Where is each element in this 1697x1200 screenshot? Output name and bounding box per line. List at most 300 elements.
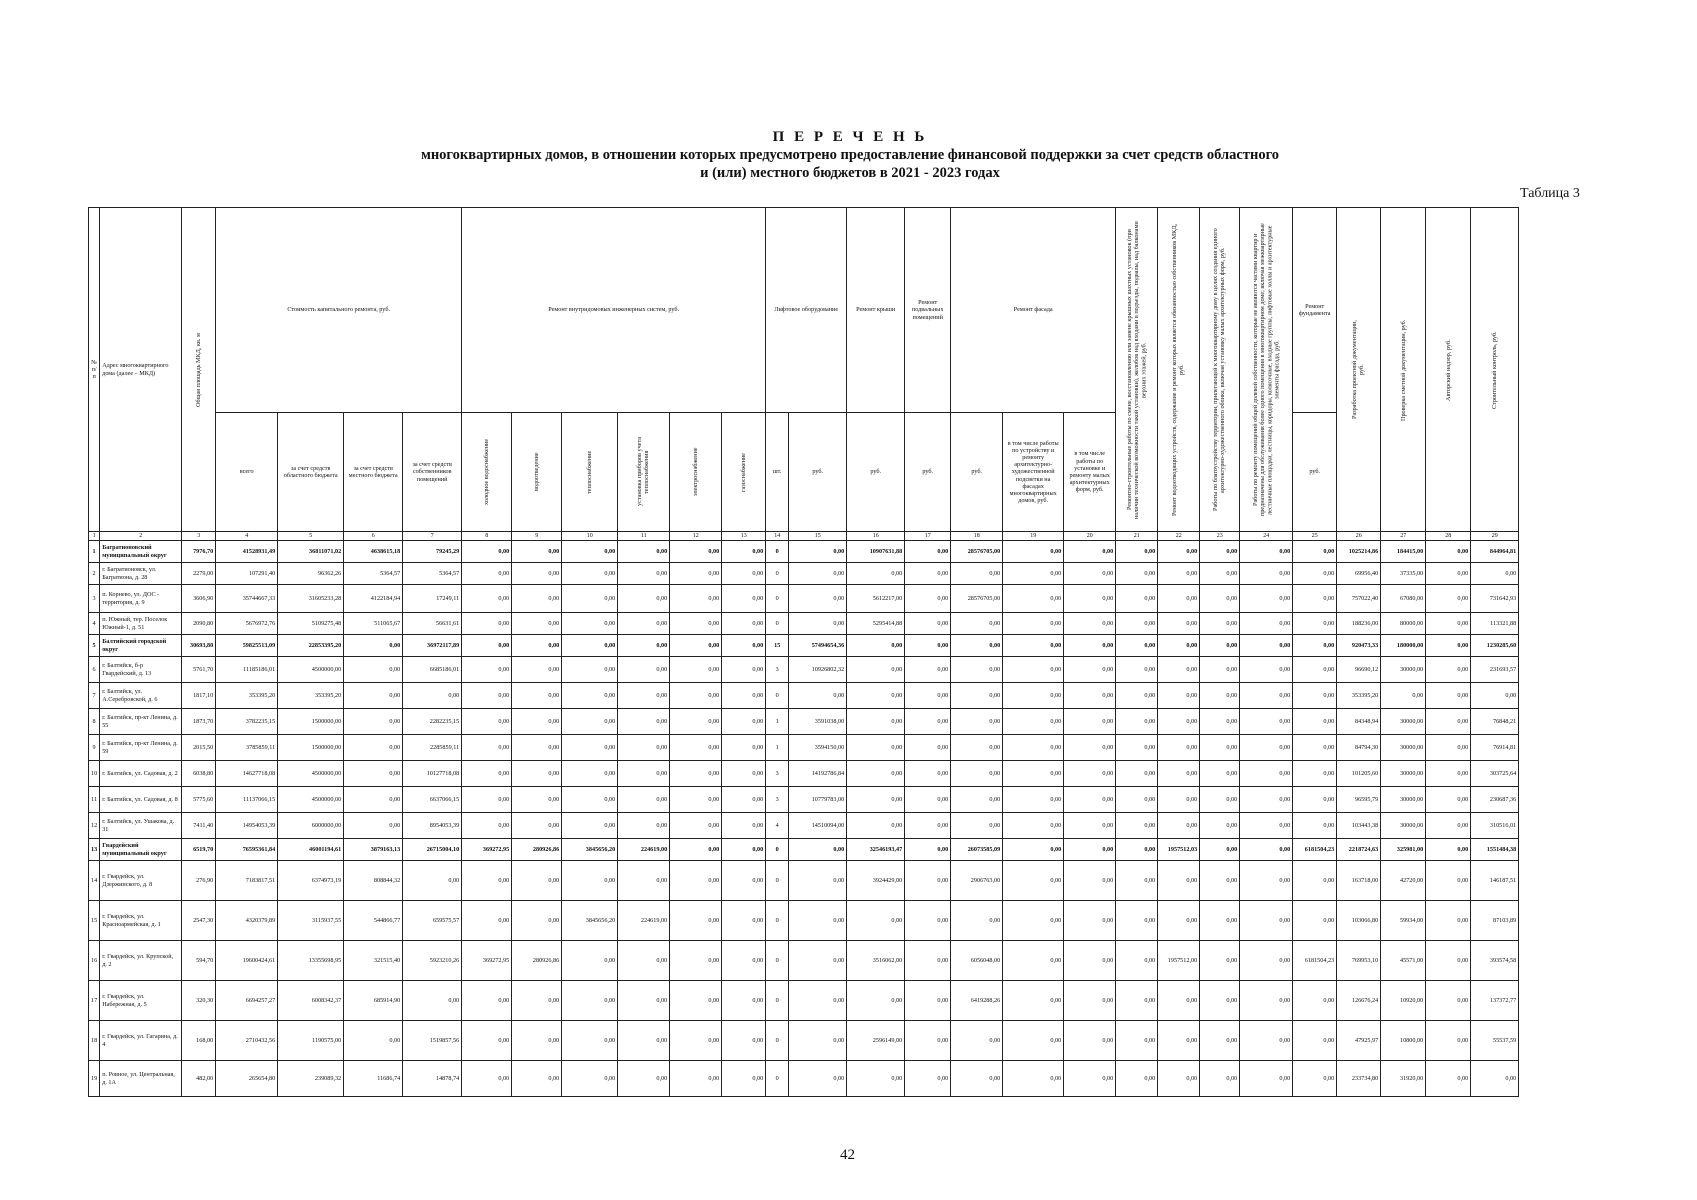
row-value: 0,00 [344,657,403,683]
column-number: 7 [403,532,462,541]
row-value: 0,00 [905,683,951,709]
col-header-lift-pcs: шт. [766,413,789,532]
row-value: 0,00 [1158,735,1200,761]
row-value: 0 [766,541,789,563]
row-address: г. Багратионовск, ул. Багратиона, д. 28 [100,563,182,585]
row-value: 353395,20 [278,683,344,709]
row-value: 0,00 [344,813,403,839]
row-value: 0,00 [618,635,670,657]
row-address: г. Балтийск, ул. А.Серебровской, д. 6 [100,683,182,709]
row-value: 0,00 [722,839,766,861]
row-value: 17249,11 [403,585,462,613]
row-value: 0,00 [1293,585,1337,613]
row-value: 0,00 [722,683,766,709]
row-value: 67080,00 [1381,585,1426,613]
row-value: 0,00 [1003,563,1064,585]
row-value: 0,00 [512,861,562,901]
row-value: 0,00 [1158,787,1200,813]
row-value: 0,00 [951,635,1003,657]
row-value: 0,00 [951,901,1003,941]
row-value: 0,00 [1426,657,1471,683]
row-value: 10779783,00 [789,787,847,813]
row-address: г. Гвардейск, ул. Дзержинского, д. 8 [100,861,182,901]
row-value: 6694257,27 [216,981,278,1021]
row-value: 28576705,00 [951,541,1003,563]
row-value: 0,00 [1158,613,1200,635]
row-value: 0,00 [462,861,512,901]
row-value: 0,00 [905,635,951,657]
row-value: 276,90 [182,861,216,901]
row-value: 0,00 [512,787,562,813]
row-value: 0,00 [1240,813,1293,839]
row-value: 0,00 [789,613,847,635]
row-value: 0,00 [512,1021,562,1061]
col-header-27-label: Проверка сметной документации, руб. [1399,318,1407,421]
row-value: 0,00 [1293,541,1337,563]
row-value: 233734,80 [1337,1061,1381,1097]
document-subtitle-line-1: многоквартирных домов, в отношении которых предусмотрено предоставление финансовой поддержки за счет средств областного [420,147,1280,163]
row-value: 0,00 [1064,941,1116,981]
col-header-area [182,208,216,532]
row-number: 6 [89,657,100,683]
row-value: 14192786,84 [789,761,847,787]
row-value: 1551484,38 [1471,839,1519,861]
row-value: 0,00 [512,683,562,709]
row-value: 107291,40 [216,563,278,585]
row-value: 0,00 [1158,901,1200,941]
row-value: 0,00 [670,563,722,585]
row-value: 0,00 [1293,861,1337,901]
row-value: 6181504,23 [1293,839,1337,861]
col-header-lift-group: Лифтовое оборудование [766,208,847,413]
row-value: 0,00 [847,1061,905,1097]
row-value: 0,00 [951,787,1003,813]
row-value: 2090,80 [182,613,216,635]
row-value: 84348,94 [1337,709,1381,735]
row-value: 0,00 [462,635,512,657]
row-value: 0,00 [512,657,562,683]
row-value: 0,00 [905,787,951,813]
row-value: 0,00 [1293,1021,1337,1061]
row-value: 0,00 [722,735,766,761]
row-value: 8954053,39 [403,813,462,839]
row-value: 0,00 [1240,1061,1293,1097]
row-value: 0,00 [670,941,722,981]
row-value: 0,00 [512,735,562,761]
row-value: 0,00 [951,657,1003,683]
row-value: 6038,80 [182,761,216,787]
column-number: 23 [1200,532,1240,541]
row-value: 0,00 [670,657,722,683]
row-value: 0,00 [1200,981,1240,1021]
row-value: 26715004,10 [403,839,462,861]
row-value: 0,00 [951,563,1003,585]
row-value: 0,00 [1064,735,1116,761]
row-value: 0 [766,563,789,585]
row-value: 0 [766,941,789,981]
row-value: 0,00 [1064,1061,1116,1097]
row-number: 3 [89,585,100,613]
row-value: 0,00 [722,635,766,657]
col-header-gas-label: газоснабжение [740,452,748,492]
row-value: 26073585,09 [951,839,1003,861]
row-value: 76595361,84 [216,839,278,861]
row-value: 3845656,20 [562,839,618,861]
table-row [89,613,1519,635]
row-value: 0,00 [722,1061,766,1097]
row-value: 0,00 [562,787,618,813]
col-header-heating [562,413,618,532]
row-value: 0,00 [951,813,1003,839]
row-value: 320,30 [182,981,216,1021]
row-value: 45571,00 [1381,941,1426,981]
row-value: 30693,80 [182,635,216,657]
row-value: 126676,24 [1337,981,1381,1021]
row-value: 0,00 [1426,635,1471,657]
row-value: 0,00 [1240,1021,1293,1061]
row-value: 42720,00 [1381,861,1426,901]
row-value: 0,00 [1426,541,1471,563]
row-value: 0,00 [789,1021,847,1061]
row-value: 0,00 [512,613,562,635]
row-value: 0,00 [847,787,905,813]
row-value: 0,00 [789,861,847,901]
row-value: 0,00 [670,761,722,787]
row-value: 0,00 [905,1061,951,1097]
column-number: 20 [1064,532,1116,541]
row-value: 0,00 [562,861,618,901]
col-header-cost-group: Стоимость капитального ремонта, руб. [216,208,462,413]
column-number: 6 [344,532,403,541]
row-value: 4 [766,813,789,839]
row-value: 0,00 [670,981,722,1021]
row-value: 0,00 [722,901,766,941]
row-value: 0,00 [1200,1061,1240,1097]
row-value: 2906763,00 [951,861,1003,901]
col-header-cost-local: за счет средств местного бюджета [344,413,403,532]
row-value: 10907631,88 [847,541,905,563]
row-value: 0,00 [462,813,512,839]
row-value: 0,00 [1158,1061,1200,1097]
col-header-23 [1200,208,1240,532]
row-value: 808844,32 [344,861,403,901]
row-value: 2279,00 [182,563,216,585]
row-value: 0,00 [1064,787,1116,813]
row-value: 303725,64 [1471,761,1519,787]
row-value: 0,00 [462,613,512,635]
row-value: 0,00 [1293,683,1337,709]
row-value: 0,00 [512,635,562,657]
col-header-24-label: Работы по ремонту помещений общей долевой собственности, которые не являются частями квартир и предназначены для обслуживания более одного помещения в многоквартирном доме; включая межквартирные лестничные площадки, лестницы, коридоры, колясочные, входные группы, лифтовые холлы и архитектурные элементы фасада, руб. [1251,223,1281,516]
column-number: 24 [1240,532,1293,541]
row-value: 0,00 [562,683,618,709]
row-value: 0,00 [462,981,512,1021]
row-value: 146187,51 [1471,861,1519,901]
col-header-basement-group: Ремонт подвальных помещений [905,208,951,413]
col-header-21 [1116,208,1158,532]
row-value: 0,00 [789,1061,847,1097]
row-value: 0,00 [344,635,403,657]
row-value: 0,00 [1158,1021,1200,1061]
row-value: 321515,40 [344,941,403,981]
row-value: 0,00 [1064,761,1116,787]
row-value: 0,00 [905,1021,951,1061]
row-value: 0,00 [722,861,766,901]
row-value: 1873,70 [182,709,216,735]
row-value: 0,00 [1240,901,1293,941]
row-value: 280926,86 [512,839,562,861]
row-value: 0,00 [1471,683,1519,709]
row-value: 0,00 [1003,1021,1064,1061]
row-value: 0,00 [1426,1021,1471,1061]
row-number: 2 [89,563,100,585]
row-value: 0,00 [512,981,562,1021]
table-row-subtotal [89,541,1519,563]
row-value: 0,00 [722,613,766,635]
row-value: 0,00 [562,613,618,635]
row-value: 0,00 [670,1061,722,1097]
row-value: 0,00 [905,941,951,981]
row-value: 79245,29 [403,541,462,563]
row-address: Гвардейский муниципальный округ [100,839,182,861]
row-value: 0,00 [618,709,670,735]
row-value: 55537,59 [1471,1021,1519,1061]
row-number: 18 [89,1021,100,1061]
row-value: 0,00 [847,563,905,585]
col-header-22-label: Ремонт водоотводящих устройств, содержание и ремонт которых является обязанностью собственников МКД, руб. [1171,223,1186,516]
row-value: 0,00 [1116,541,1158,563]
row-value: 6374973,19 [278,861,344,901]
row-value: 0,00 [1200,839,1240,861]
row-value: 3115937,55 [278,901,344,941]
row-value: 0,00 [403,683,462,709]
row-value: 47925,97 [1337,1021,1381,1061]
row-value: 0 [766,981,789,1021]
row-value: 0,00 [1200,683,1240,709]
row-value: 0,00 [847,981,905,1021]
row-value: 0 [766,683,789,709]
row-value: 0,00 [344,761,403,787]
row-value: 30000,00 [1381,761,1426,787]
row-value: 353395,20 [1337,683,1381,709]
row-value: 0,00 [1426,563,1471,585]
row-value: 0,00 [1426,585,1471,613]
column-number: 26 [1337,532,1381,541]
row-value: 56631,61 [403,613,462,635]
row-value: 0,00 [1381,683,1426,709]
row-value: 1817,10 [182,683,216,709]
row-value: 0,00 [1003,941,1064,981]
row-number: 19 [89,1061,100,1097]
row-value: 0,00 [403,861,462,901]
row-value: 5364,57 [403,563,462,585]
col-header-cold-water [462,413,512,532]
row-value: 0,00 [344,787,403,813]
row-value: 5364,57 [344,563,403,585]
row-value: 14878,74 [403,1061,462,1097]
row-value: 0,00 [1240,541,1293,563]
row-value: 731642,93 [1471,585,1519,613]
col-header-electric-label: электроснабжение [692,447,700,497]
row-address: г. Балтийск, ул. Садовая, д. 8 [100,787,182,813]
row-value: 769953,10 [1337,941,1381,981]
row-value: 0,00 [951,1021,1003,1061]
col-header-facade-group: Ремонт фасада [951,208,1116,413]
row-value: 0,00 [1158,635,1200,657]
row-value: 0,00 [1426,761,1471,787]
col-header-address: Адрес многоквартирного дома (далее – МКД) [100,208,182,532]
row-value: 0,00 [1116,657,1158,683]
row-value: 30000,00 [1381,657,1426,683]
row-value: 0,00 [1116,861,1158,901]
row-address: г. Балтийск, пр-кт Ленина, д. 59 [100,735,182,761]
row-value: 0,00 [847,813,905,839]
row-value: 0,00 [847,657,905,683]
row-value: 0,00 [403,981,462,1021]
row-value: 0,00 [618,683,670,709]
row-value: 14954053,39 [216,813,278,839]
row-number: 13 [89,839,100,861]
row-value: 96362,26 [278,563,344,585]
row-value: 0,00 [1003,613,1064,635]
row-value: 0,00 [670,683,722,709]
row-value: 0,00 [722,1021,766,1061]
row-value: 10926802,32 [789,657,847,683]
row-value: 0,00 [905,813,951,839]
col-header-26 [1337,208,1381,532]
row-value: 0,00 [618,613,670,635]
row-value: 0,00 [670,635,722,657]
row-value: 36972117,89 [403,635,462,657]
row-value: 0,00 [722,981,766,1021]
row-value: 0,00 [1200,635,1240,657]
row-value: 0,00 [1116,901,1158,941]
row-value: 0,00 [618,657,670,683]
row-value: 0,00 [1240,635,1293,657]
row-value: 0,00 [1293,709,1337,735]
row-value: 0,00 [562,657,618,683]
row-value: 0,00 [1426,613,1471,635]
row-value: 30000,00 [1381,813,1426,839]
row-value: 2285859,11 [403,735,462,761]
row-value: 0,00 [789,839,847,861]
row-value: 6008342,37 [278,981,344,1021]
row-value: 11137066,15 [216,787,278,813]
row-address: г. Гвардейск, ул. Гагарина, д. 4 [100,1021,182,1061]
row-value: 0,00 [344,1021,403,1061]
row-value: 0,00 [1064,981,1116,1021]
row-value: 265654,80 [216,1061,278,1097]
row-value: 0,00 [1116,709,1158,735]
row-value: 0,00 [722,541,766,563]
row-value: 0,00 [670,1021,722,1061]
col-header-meters-label: установка приборов учета теплоснабжения [636,437,651,507]
row-value: 0,00 [1293,787,1337,813]
row-address: г. Балтийск, б-р Гвардейский, д. 13 [100,657,182,683]
column-number: 17 [905,532,951,541]
row-value: 0,00 [1003,635,1064,657]
row-value: 0,00 [1003,839,1064,861]
col-header-facade-small: в том числе работы по установке и ремонту малых архитектурных форм, руб. [1064,413,1116,532]
row-value: 0,00 [1116,563,1158,585]
row-value: 5295414,88 [847,613,905,635]
row-value: 0,00 [951,761,1003,787]
table-row [89,901,1519,941]
row-value: 103066,80 [1337,901,1381,941]
row-value: 310516,01 [1471,813,1519,839]
row-value: 5109275,48 [278,613,344,635]
column-number: 29 [1471,532,1519,541]
row-value: 0,00 [562,1061,618,1097]
col-header-28-label: Авторский надзор, руб. [1444,338,1452,401]
table-row [89,941,1519,981]
table-row [89,761,1519,787]
row-value: 0,00 [512,709,562,735]
row-value: 0,00 [670,735,722,761]
row-value: 0,00 [1003,1061,1064,1097]
row-value: 353395,20 [216,683,278,709]
row-value: 0,00 [1158,657,1200,683]
row-value: 0,00 [1426,981,1471,1021]
row-value: 0,00 [722,787,766,813]
row-value: 0,00 [1116,813,1158,839]
table-row [89,709,1519,735]
row-value: 0,00 [789,981,847,1021]
row-value: 0,00 [1200,1021,1240,1061]
col-header-cost-owners: за счет средств собственников помещений [403,413,462,532]
row-value: 0 [766,861,789,901]
row-value: 0,00 [1240,861,1293,901]
row-value: 3785859,11 [216,735,278,761]
row-value: 482,00 [182,1061,216,1097]
row-value: 0,00 [1158,709,1200,735]
row-value: 0,00 [1200,787,1240,813]
col-header-area-label: Общая площадь МКД, кв. м [195,332,203,407]
row-value: 0,00 [1064,839,1116,861]
row-value: 0,00 [1003,861,1064,901]
row-value: 0,00 [1293,735,1337,761]
row-value: 0,00 [462,735,512,761]
column-number: 22 [1158,532,1200,541]
row-value: 0,00 [618,735,670,761]
column-number: 11 [618,532,670,541]
row-address: г. Гвардейск, ул. Набережная, д. 5 [100,981,182,1021]
row-value: 15 [766,635,789,657]
row-value: 3 [766,657,789,683]
row-value: 0,00 [512,761,562,787]
row-value: 0,00 [1426,735,1471,761]
row-value: 0,00 [847,761,905,787]
row-value: 84794,30 [1337,735,1381,761]
row-value: 3606,90 [182,585,216,613]
row-value: 2218724,63 [1337,839,1381,861]
row-value: 96595,79 [1337,787,1381,813]
row-value: 10127718,08 [403,761,462,787]
row-value: 594,70 [182,941,216,981]
row-value: 0,00 [1200,941,1240,981]
table-row [89,787,1519,813]
row-value: 0,00 [1200,541,1240,563]
row-value: 0,00 [1003,735,1064,761]
row-value: 0,00 [1064,861,1116,901]
row-value: 0,00 [670,901,722,941]
row-value: 0,00 [1158,683,1200,709]
row-value: 0,00 [1293,657,1337,683]
row-address: Балтийский городской округ [100,635,182,657]
row-value: 0,00 [847,735,905,761]
row-value: 0,00 [1200,657,1240,683]
row-value: 0,00 [1003,585,1064,613]
